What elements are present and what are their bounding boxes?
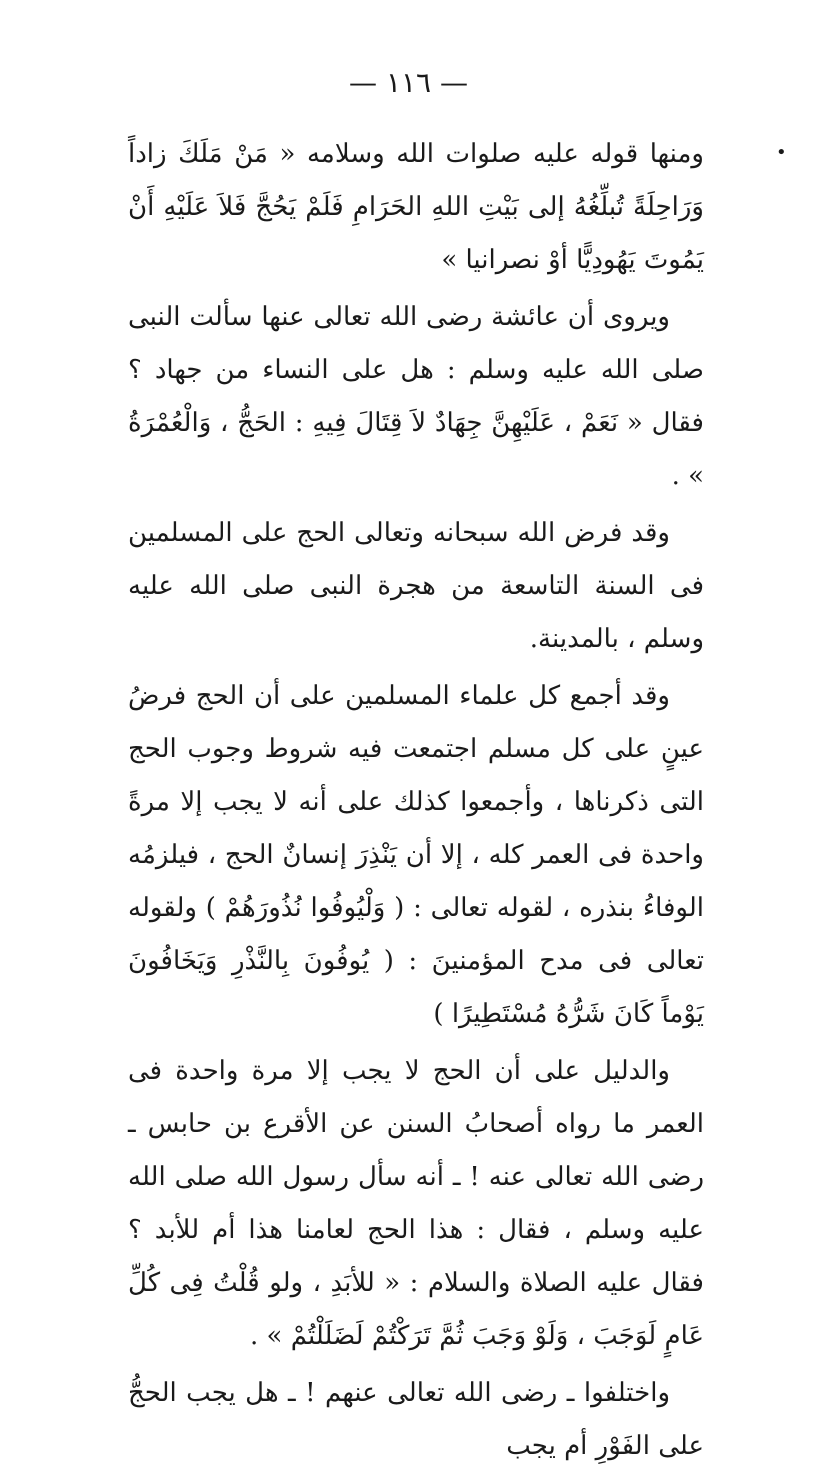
margin-mark: • — [776, 142, 787, 163]
paragraph-hadith-provisions: ومنها قوله عليه صلوات الله وسلامه « مَنْ مَلَكَ زاداً وَرَاحِلَةً تُبلِّغُهُ إلى بَيْتِ اللهِ الحَرَامِ فَلَمْ يَحُجَّ فَلاَ عَلَيْهِ أَنْ يَمُوتَ يَهُودِيًّا أوْ نصرانيا » — [128, 139, 704, 275]
paragraph-evidence-once: والدليل على أن الحج لا يجب إلا مرة واحدة فى العمر ما رواه أصحابُ السنن عن الأقرع بن حابس ـ رضى الله تعالى عنه ! ـ أنه سأل رسول الله صلى الله عليه وسلم ، فقال : هذا الحج لعامنا هذا أم للأبد ؟ فقال عليه الصلاة والسلام : « للأبَدِ ، ولو قُلْتُ فِى كُلِّ عَامٍ لَوَجَبَ ، وَلَوْ وَجَبَ ثُمَّ تَرَكْتُمْ لَضَلَلْتُمْ » . — [128, 1056, 704, 1351]
page-body — [128, 128, 704, 1477]
paragraph-disagreement: واختلفوا ـ رضى الله تعالى عنهم ! ـ هل يجب الحجُّ على الفَوْرِ أم يجب — [128, 1378, 704, 1461]
page-number: — ١١٦ — — [349, 66, 468, 99]
paragraph-scholars-consensus: وقد أجمع كل علماء المسلمين على أن الحج فرضُ عينٍ على كل مسلم اجتمعت فيه شروط وجوب الحج التى ذكرناها ، وأجمعوا كذلك على أنه لا يجب إلا مرةً واحدة فى العمر كله ، إلا أن يَنْذِرَ إنسانٌ الحج ، فيلزمُه الوفاءُ بنذره ، لقوله تعالى : ( وَلْيُوفُوا نُذُورَهُمْ ) ولقوله تعالى فى مدح المؤمنينَ : ( يُوفُونَ بِالنَّذْرِ وَيَخَافُونَ يَوْماً كَانَ شَرُّهُ مُسْتَطِيرًا ) — [128, 681, 704, 1029]
paragraph-hajj-obligation: وقد فرض الله سبحانه وتعالى الحج على المسلمين فى السنة التاسعة من هجرة النبى صلى الله عليه وسلم ، بالمدينة. — [128, 518, 704, 654]
paragraph-aisha-question: ويروى أن عائشة رضى الله تعالى عنها سألت النبى صلى الله عليه وسلم : هل على النساء من جهاد ؟ فقال « نَعَمْ ، عَلَيْهِنَّ جِهَادٌ لاَ قِتَالَ فِيهِ : الحَجُّ ، وَالْعُمْرَةُ » . — [128, 302, 704, 491]
